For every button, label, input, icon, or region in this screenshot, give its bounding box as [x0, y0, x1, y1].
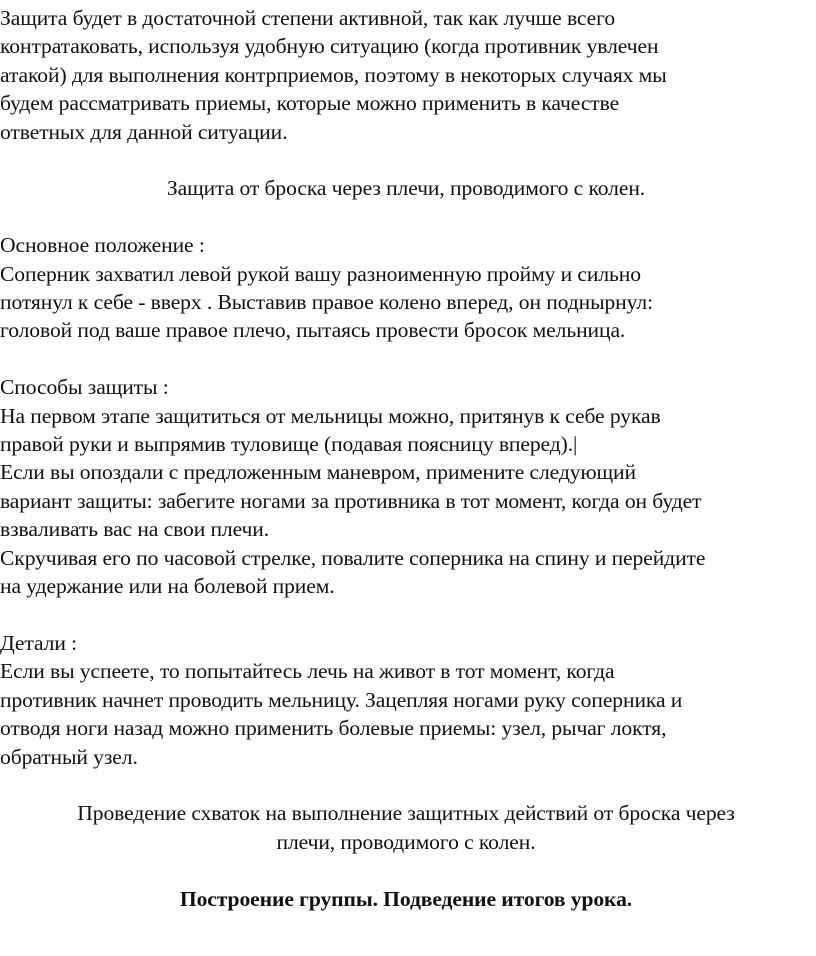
text-line: Соперник захватил левой рукой вашу разноименную пройму и сильно [0, 261, 641, 286]
paragraph-gap [0, 771, 812, 799]
paragraph-gap [0, 203, 812, 231]
text-line: отводя ноги назад можно применить болевые приемы: узел, рычаг локтя, [0, 716, 667, 741]
paragraph-gap [0, 856, 812, 884]
text-line: Защита будет в достаточной степени активной, так как лучше всего [0, 6, 616, 30]
details-paragraph [0, 629, 812, 771]
text-line: будем рассматривать приемы, которые можно применить в качестве [0, 91, 620, 116]
paragraph-gap [0, 600, 812, 628]
text-line: ответных для данной ситуации. [0, 119, 288, 144]
text-line: взваливать вас на свои плечи. [0, 517, 270, 542]
drill-paragraph [0, 799, 812, 856]
text-line: противник начнет проводить мельницу. Зацепляя ногами руку соперника и [0, 687, 683, 712]
defense-methods-heading: Способы защиты : [0, 375, 169, 400]
text-line: головой под ваше правое плечо, пытаясь провести бросок мельница. [0, 318, 626, 343]
closing-text: Построение группы. Подведение итогов урока. [179, 886, 633, 911]
text-line: Если вы успеете, то попытайтесь лечь на живот в тот момент, когда [0, 659, 615, 684]
text-line: правой руки и выпрямив туловище (подавая поясницу вперед).| [0, 432, 578, 457]
text-line: На первом этапе защититься от мельницы можно, притянув к себе рукав [0, 403, 661, 428]
text-line: Скручивая его по часовой стрелке, повалите соперника на спину и перейдите [0, 545, 706, 570]
closing-paragraph [0, 885, 812, 913]
text-line: на удержание или на болевой прием. [0, 574, 335, 599]
paragraph-gap [0, 146, 812, 174]
basic-position-paragraph [0, 231, 812, 345]
text-line: контратаковать, используя удобную ситуацию (когда противник увлечен [0, 34, 659, 59]
defense-methods-paragraph [0, 373, 812, 600]
text-line: атакой) для выполнения контрприемов, поэтому в некоторых случаях мы [0, 62, 667, 87]
text-line: Проведение схваток на выполнение защитных действий от броска через [77, 801, 735, 826]
document-page [0, 4, 812, 913]
text-line: обратный узел. [0, 744, 138, 769]
text-line: потянул к себе - вверх . Выставив правое колено вперед, он поднырнул: [0, 290, 653, 315]
basic-position-heading: Основное положение : [0, 233, 205, 258]
text-line: Если вы опоздали с предложенным маневром, примените следующий [0, 460, 636, 485]
section-title [0, 174, 812, 202]
intro-paragraph [0, 4, 812, 146]
paragraph-gap [0, 345, 812, 373]
details-heading: Детали : [0, 630, 77, 655]
section-title-text: Защита от броска через плечи, проводимого с колен. [166, 176, 646, 201]
text-line: вариант защиты: забегите ногами за противника в тот момент, когда он будет [0, 488, 702, 513]
text-line: плечи, проводимого с колен. [276, 829, 536, 854]
